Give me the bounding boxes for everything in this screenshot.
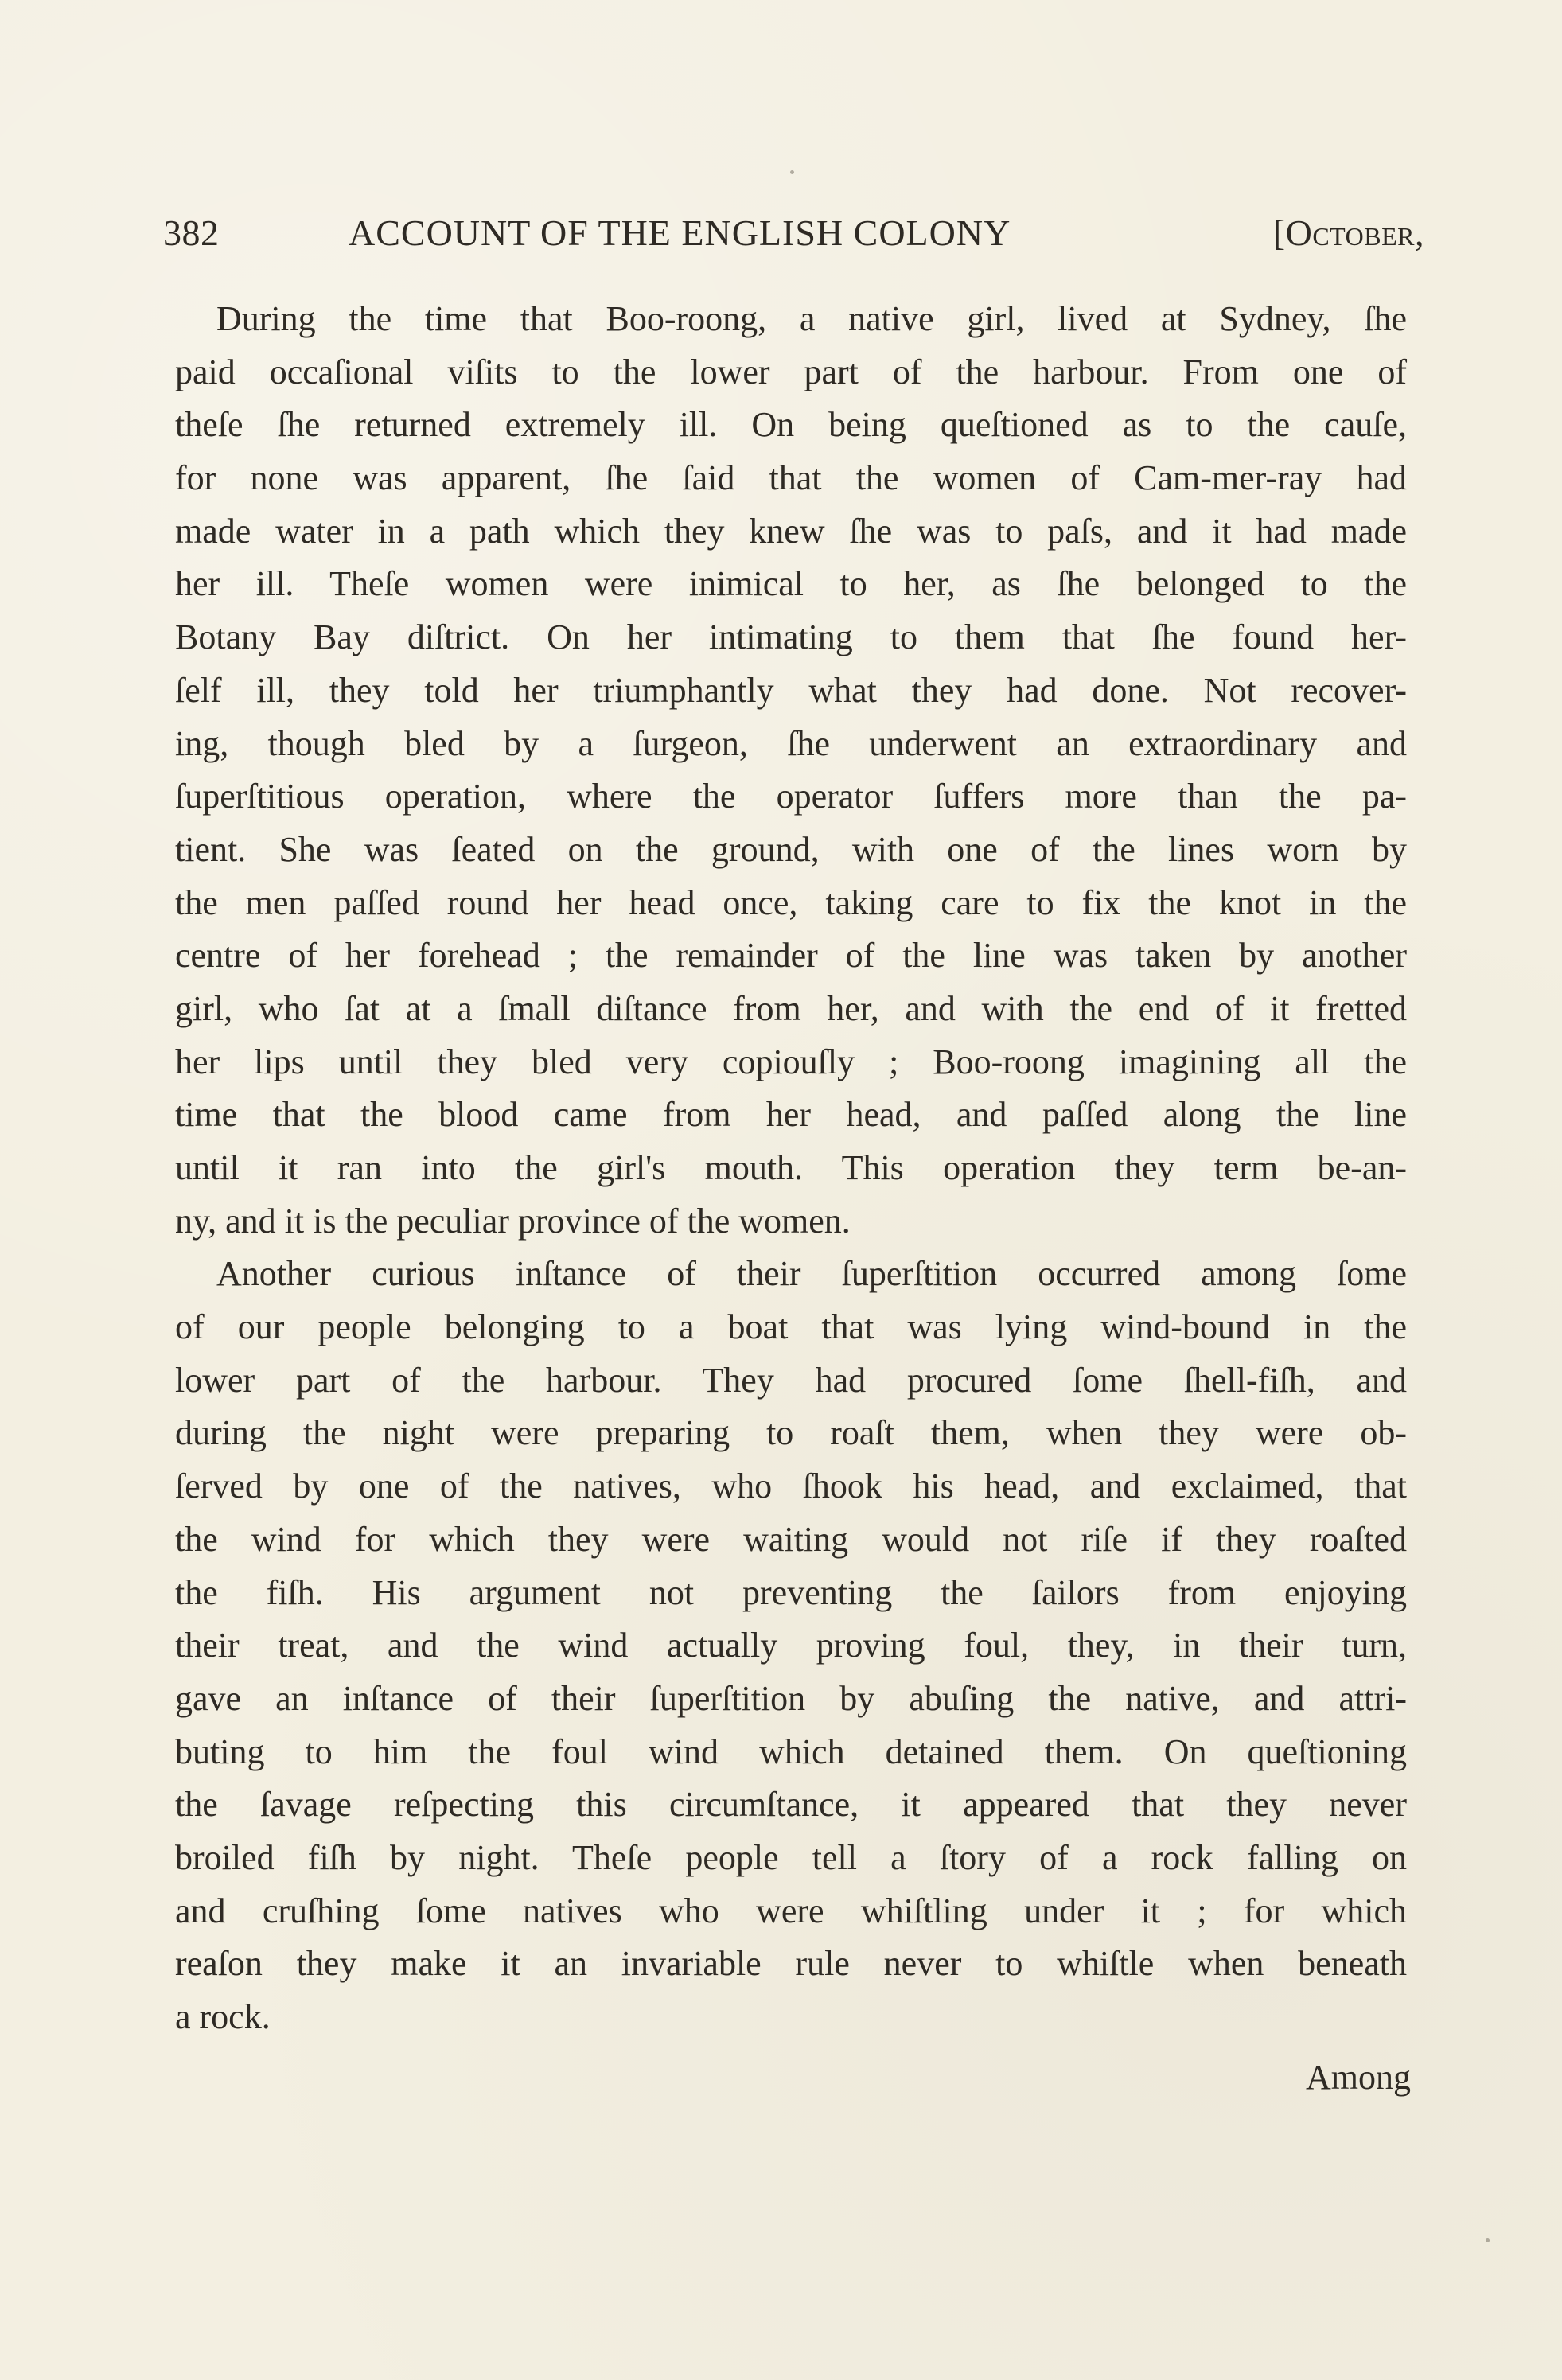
running-month: [October,: [1272, 212, 1424, 253]
body-line: her ill. Theſe women were inimical to her, as ſhe belonged to the: [175, 564, 1407, 604]
body-line: reaſon they make it an invariable rule never to whiſtle when beneath: [175, 1944, 1407, 1984]
body-line: buting to him the foul wind which detained them. On queſtioning: [175, 1731, 1407, 1771]
body-line: During the time that Boo-roong, a native girl, lived at Sydney, ſhe: [216, 299, 1407, 338]
body-line: girl, who ſat at a ſmall diſtance from her, and with the end of it fretted: [175, 988, 1407, 1028]
body-line: ſerved by one of the natives, who ſhook his head, and exclaimed, that: [175, 1467, 1407, 1506]
running-title: ACCOUNT OF THE ENGLISH COLONY: [349, 212, 1011, 253]
ink-speck: [790, 170, 794, 174]
body-line: ny, and it is the peculiar province of the women.: [175, 1201, 851, 1241]
body-line: the ſavage reſpecting this circumſtance, it appeared that they never: [175, 1785, 1407, 1825]
body-line: ing, though bled by a ſurgeon, ſhe underwent an extraordinary and: [175, 723, 1407, 763]
body-line: tient. She was ſeated on the ground, with one of the lines worn by: [175, 829, 1407, 869]
body-line: ſuperſtitious operation, where the operator ſuffers more than the pa-: [175, 777, 1407, 816]
running-header: [163, 205, 1424, 261]
body-line: the wind for which they were waiting would not riſe if they roaſted: [175, 1519, 1407, 1559]
catchword: Among: [1306, 2058, 1411, 2097]
body-line: time that the blood came from her head, and paſſed along the line: [175, 1095, 1407, 1135]
body-line: paid occaſional viſits to the lower part of the harbour. From one of: [175, 352, 1407, 391]
body-line: gave an inſtance of their ſuperſtition by abuſing the native, and attri-: [175, 1678, 1407, 1718]
body-line: during the night were preparing to roaſt them, when they were ob-: [175, 1413, 1407, 1453]
body-line: theſe ſhe returned extremely ill. On being queſtioned as to the cauſe,: [175, 405, 1407, 445]
body-line: Another curious inſtance of their ſuperſtition occurred among ſome: [216, 1254, 1407, 1294]
body-text: [175, 293, 1407, 2044]
body-line: the men paſſed round her head once, taking care to fix the knot in the: [175, 882, 1407, 922]
body-line: the fiſh. His argument not preventing the ſailors from enjoying: [175, 1572, 1407, 1612]
body-line: made water in a path which they knew ſhe was to paſs, and it had made: [175, 511, 1407, 551]
body-line: Botany Bay diſtrict. On her intimating to them that ſhe found her-: [175, 617, 1407, 657]
body-line: of our people belonging to a boat that was lying wind-bound in the: [175, 1307, 1407, 1347]
ink-speck: [1486, 2238, 1490, 2242]
body-line: and cruſhing ſome natives who were whiſtling under it ; for which: [175, 1891, 1407, 1930]
body-line: centre of her forehead ; the remainder of the line was taken by another: [175, 936, 1407, 976]
body-line: their treat, and the wind actually proving foul, they, in their turn,: [175, 1626, 1407, 1665]
body-line: until it ran into the girl's mouth. This operation they term be-an-: [175, 1148, 1407, 1187]
body-line: lower part of the harbour. They had procured ſome ſhell-fiſh, and: [175, 1360, 1407, 1400]
body-line: her lips until they bled very copiouſly ; Boo-roong imagining all the: [175, 1042, 1407, 1081]
body-line: a rock.: [175, 1997, 271, 2036]
body-line: ſelf ill, they told her triumphantly what they had done. Not recover-: [175, 670, 1407, 710]
page-number: 382: [163, 212, 220, 253]
body-line: for none was apparent, ſhe ſaid that the women of Cam-mer-ray had: [175, 458, 1407, 498]
body-line: broiled fiſh by night. Theſe people tell a ſtory of a rock falling on: [175, 1837, 1407, 1877]
